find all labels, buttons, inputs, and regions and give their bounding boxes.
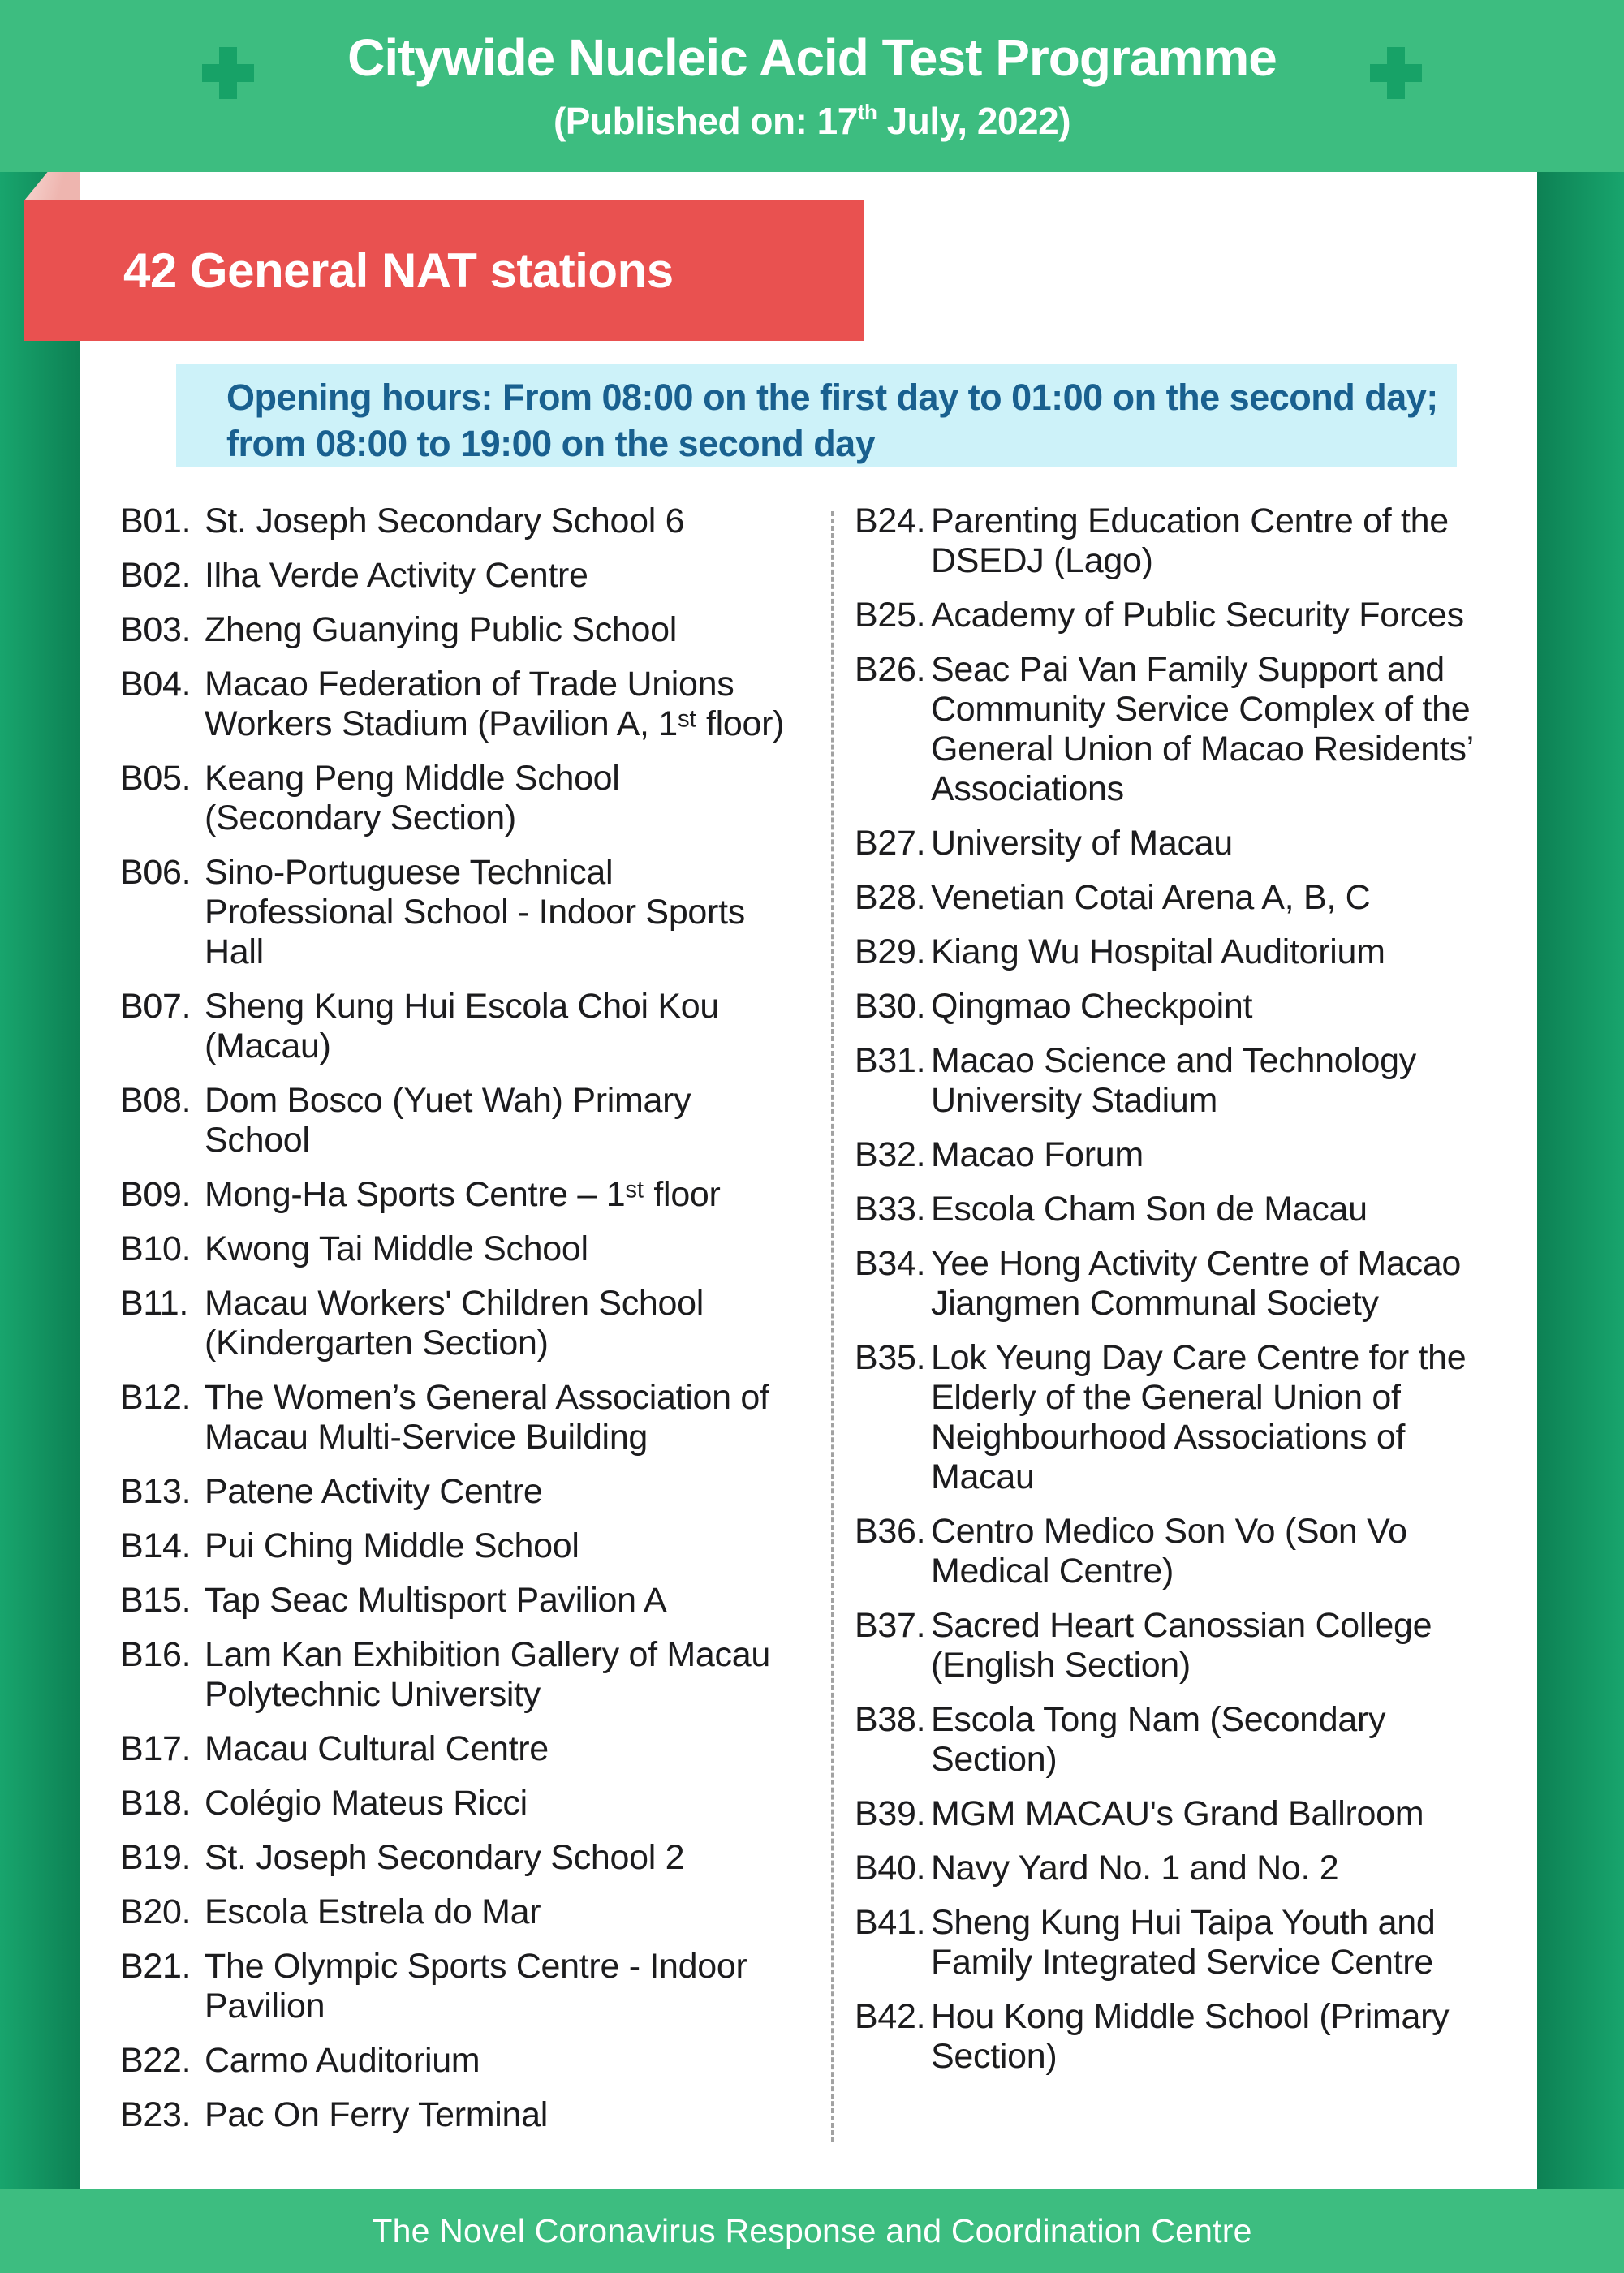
station-list-item [855, 596, 1510, 635]
station-name: Ilha Verde Activity Centre [205, 556, 588, 595]
station-name: The Olympic Sports Centre - Indoor Pavilion [205, 1947, 747, 2025]
station-name: Lam Kan Exhibition Gallery of Macau Polytechnic University [205, 1635, 770, 1714]
station-id: B37. [855, 1606, 926, 1645]
station-id: B19. [120, 1838, 192, 1877]
station-id: B38. [855, 1700, 926, 1739]
footer-text: The Novel Coronavirus Response and Coordination Centre [372, 2212, 1252, 2249]
station-list-item [120, 1784, 789, 1823]
station-id: B11. [120, 1284, 189, 1323]
station-name: Zheng Guanying Public School [205, 610, 678, 649]
station-id: B16. [120, 1635, 192, 1674]
station-name: Sheng Kung Hui Escola Choi Kou (Macau) [205, 987, 720, 1065]
station-list-item [120, 665, 789, 744]
header-band [0, 0, 1624, 172]
station-id: B09. [120, 1175, 192, 1214]
opening-hours-box [176, 364, 1457, 467]
station-list-item [120, 610, 789, 650]
station-name: Sino-Portuguese Technical Professional School - Indoor Sports Hall [205, 853, 745, 971]
plus-cross-icon [202, 47, 254, 99]
station-id: B21. [120, 1947, 192, 1986]
station-list-item [855, 1135, 1510, 1175]
station-list-item [855, 1512, 1510, 1591]
station-name: Centro Medico Son Vo (Son Vo Medical Centre) [931, 1512, 1407, 1591]
station-id: B18. [120, 1784, 192, 1823]
station-list-item [855, 1997, 1510, 2077]
station-id: B24. [855, 502, 926, 540]
station-name: Escola Cham Son de Macau [931, 1190, 1368, 1229]
station-name: Macao Science and Technology University Stadium [931, 1041, 1416, 1120]
station-id: B13. [120, 1472, 192, 1511]
station-list-item [855, 502, 1510, 581]
station-name: Academy of Public Security Forces [931, 596, 1464, 635]
station-list-item [120, 502, 789, 541]
station-list-item [120, 759, 789, 838]
station-name: Colégio Mateus Ricci [205, 1784, 528, 1823]
station-id: B14. [120, 1526, 192, 1565]
subtitle-suffix: July, 2022) [877, 100, 1071, 142]
station-id: B07. [120, 987, 192, 1026]
section-title: 42 General NAT stations [123, 243, 674, 298]
station-id: B32. [855, 1135, 926, 1174]
station-list-item [855, 1794, 1510, 1834]
station-list-item [120, 853, 789, 972]
left-green-strip [0, 172, 80, 2189]
station-name: Navy Yard No. 1 and No. 2 [931, 1849, 1339, 1888]
station-name: Macao Federation of Trade Unions Workers Stadium (Pavilion A, 1ˢᵗ floor) [205, 665, 785, 743]
station-list-item [855, 824, 1510, 863]
station-id: B03. [120, 610, 192, 649]
plus-cross-icon-bar [1387, 47, 1405, 99]
station-name: Escola Estrela do Mar [205, 1892, 541, 1931]
footer-band [0, 2189, 1624, 2273]
station-name: Patene Activity Centre [205, 1472, 543, 1511]
page-title: Citywide Nucleic Acid Test Programme [347, 28, 1277, 87]
station-id: B04. [120, 665, 192, 704]
station-name: Dom Bosco (Yuet Wah) Primary School [205, 1081, 691, 1160]
station-id: B25. [855, 596, 926, 635]
station-list-item [120, 2095, 789, 2135]
station-name: Escola Tong Nam (Secondary Section) [931, 1700, 1386, 1779]
station-list-item [120, 556, 789, 596]
station-id: B12. [120, 1378, 192, 1417]
station-name: St. Joseph Secondary School 2 [205, 1838, 685, 1877]
station-name: Tap Seac Multisport Pavilion A [205, 1581, 667, 1620]
station-list-item [120, 1284, 789, 1363]
station-id: B28. [855, 878, 926, 917]
station-list-item [120, 1378, 789, 1457]
station-list-item [855, 932, 1510, 972]
station-list-item [855, 878, 1510, 918]
station-id: B26. [855, 650, 926, 689]
station-list-item [120, 1526, 789, 1566]
station-name: Seac Pai Van Family Support and Community Service Complex of the General Union of Macao Residents’ Associations [931, 650, 1473, 808]
station-id: B41. [855, 1903, 926, 1942]
station-name: Qingmao Checkpoint [931, 987, 1253, 1026]
station-id: B40. [855, 1849, 926, 1888]
station-name: Macau Cultural Centre [205, 1729, 549, 1768]
right-green-strip [1537, 172, 1624, 2189]
station-id: B02. [120, 556, 192, 595]
station-id: B30. [855, 987, 926, 1026]
station-list-item [120, 1729, 789, 1769]
station-name: Kwong Tai Middle School [205, 1229, 588, 1268]
station-id: B06. [120, 853, 192, 892]
station-id: B17. [120, 1729, 192, 1768]
station-id: B34. [855, 1244, 926, 1283]
station-id: B10. [120, 1229, 192, 1268]
station-list-item [120, 987, 789, 1066]
station-id: B39. [855, 1794, 926, 1833]
station-id: B33. [855, 1190, 926, 1229]
station-list-item [120, 1581, 789, 1621]
subtitle-prefix: (Published on: 17 [553, 100, 858, 142]
column-divider-dashed-line [831, 511, 834, 2142]
station-list-item [120, 1838, 789, 1878]
station-list-left [120, 502, 789, 2150]
station-list-item [855, 1338, 1510, 1497]
station-list-item [120, 2041, 789, 2081]
station-name: The Women’s General Association of Macau Multi-Service Building [205, 1378, 769, 1457]
station-name: Parenting Education Centre of the DSEDJ (Lago) [931, 502, 1449, 580]
opening-hours-line1: Opening hours: From 08:00 on the first day to 01:00 on the second day; [226, 377, 1438, 418]
station-list-item [120, 1947, 789, 2026]
station-id: B35. [855, 1338, 926, 1377]
station-id: B22. [120, 2041, 192, 2080]
station-name: Pac On Ferry Terminal [205, 2095, 549, 2134]
station-list-item [855, 1041, 1510, 1121]
station-name: Yee Hong Activity Centre of Macao Jiangmen Communal Society [931, 1244, 1461, 1323]
station-name: University of Macau [931, 824, 1233, 863]
station-id: B29. [855, 932, 926, 971]
station-list-item [120, 1472, 789, 1512]
station-name: MGM MACAU's Grand Ballroom [931, 1794, 1424, 1833]
station-id: B31. [855, 1041, 926, 1080]
station-list-item [855, 650, 1510, 809]
station-id: B20. [120, 1892, 192, 1931]
station-list-item [855, 1903, 1510, 1982]
station-name: Carmo Auditorium [205, 2041, 480, 2080]
plus-cross-icon-bar [219, 47, 237, 99]
section-ribbon [24, 200, 864, 341]
station-list-right [855, 502, 1510, 2091]
station-name: Hou Kong Middle School (Primary Section) [931, 1997, 1450, 2076]
page-subtitle [554, 89, 1070, 144]
station-name: Sacred Heart Canossian College (English Section) [931, 1606, 1432, 1685]
station-id: B27. [855, 824, 926, 863]
station-id: B42. [855, 1997, 926, 2036]
station-name: Mong-Ha Sports Centre – 1ˢᵗ floor [205, 1175, 721, 1214]
station-id: B15. [120, 1581, 192, 1620]
station-list-item [120, 1175, 789, 1215]
opening-hours-line2: from 08:00 to 19:00 on the second day [226, 423, 876, 464]
station-list-item [855, 1244, 1510, 1324]
station-list-item [855, 1700, 1510, 1780]
station-name: Sheng Kung Hui Taipa Youth and Family Integrated Service Centre [931, 1903, 1436, 1982]
station-name: Lok Yeung Day Care Centre for the Elderly of the General Union of Neighbourhood Associations of Macau [931, 1338, 1467, 1496]
station-list-item [855, 1190, 1510, 1229]
station-list-item [855, 987, 1510, 1027]
station-list-item [120, 1229, 789, 1269]
station-columns [120, 502, 1522, 2150]
station-name: Macao Forum [931, 1135, 1144, 1174]
subtitle-ordinal-suffix: th [857, 100, 877, 124]
plus-cross-icon [1370, 47, 1422, 99]
station-name: Pui Ching Middle School [205, 1526, 579, 1565]
station-list-item [120, 1081, 789, 1160]
station-name: Kiang Wu Hospital Auditorium [931, 932, 1385, 971]
station-id: B08. [120, 1081, 192, 1120]
station-id: B01. [120, 502, 192, 540]
station-id: B05. [120, 759, 192, 798]
station-name: Macau Workers' Children School (Kindergarten Section) [205, 1284, 704, 1363]
station-id: B36. [855, 1512, 926, 1551]
station-list-item [855, 1606, 1510, 1685]
station-name: Keang Peng Middle School (Secondary Section) [205, 759, 620, 837]
station-id: B23. [120, 2095, 192, 2134]
station-name: Venetian Cotai Arena A, B, C [931, 878, 1371, 917]
station-list-item [120, 1892, 789, 1932]
station-list-item [855, 1849, 1510, 1888]
station-name: St. Joseph Secondary School 6 [205, 502, 685, 540]
station-list-item [120, 1635, 789, 1715]
